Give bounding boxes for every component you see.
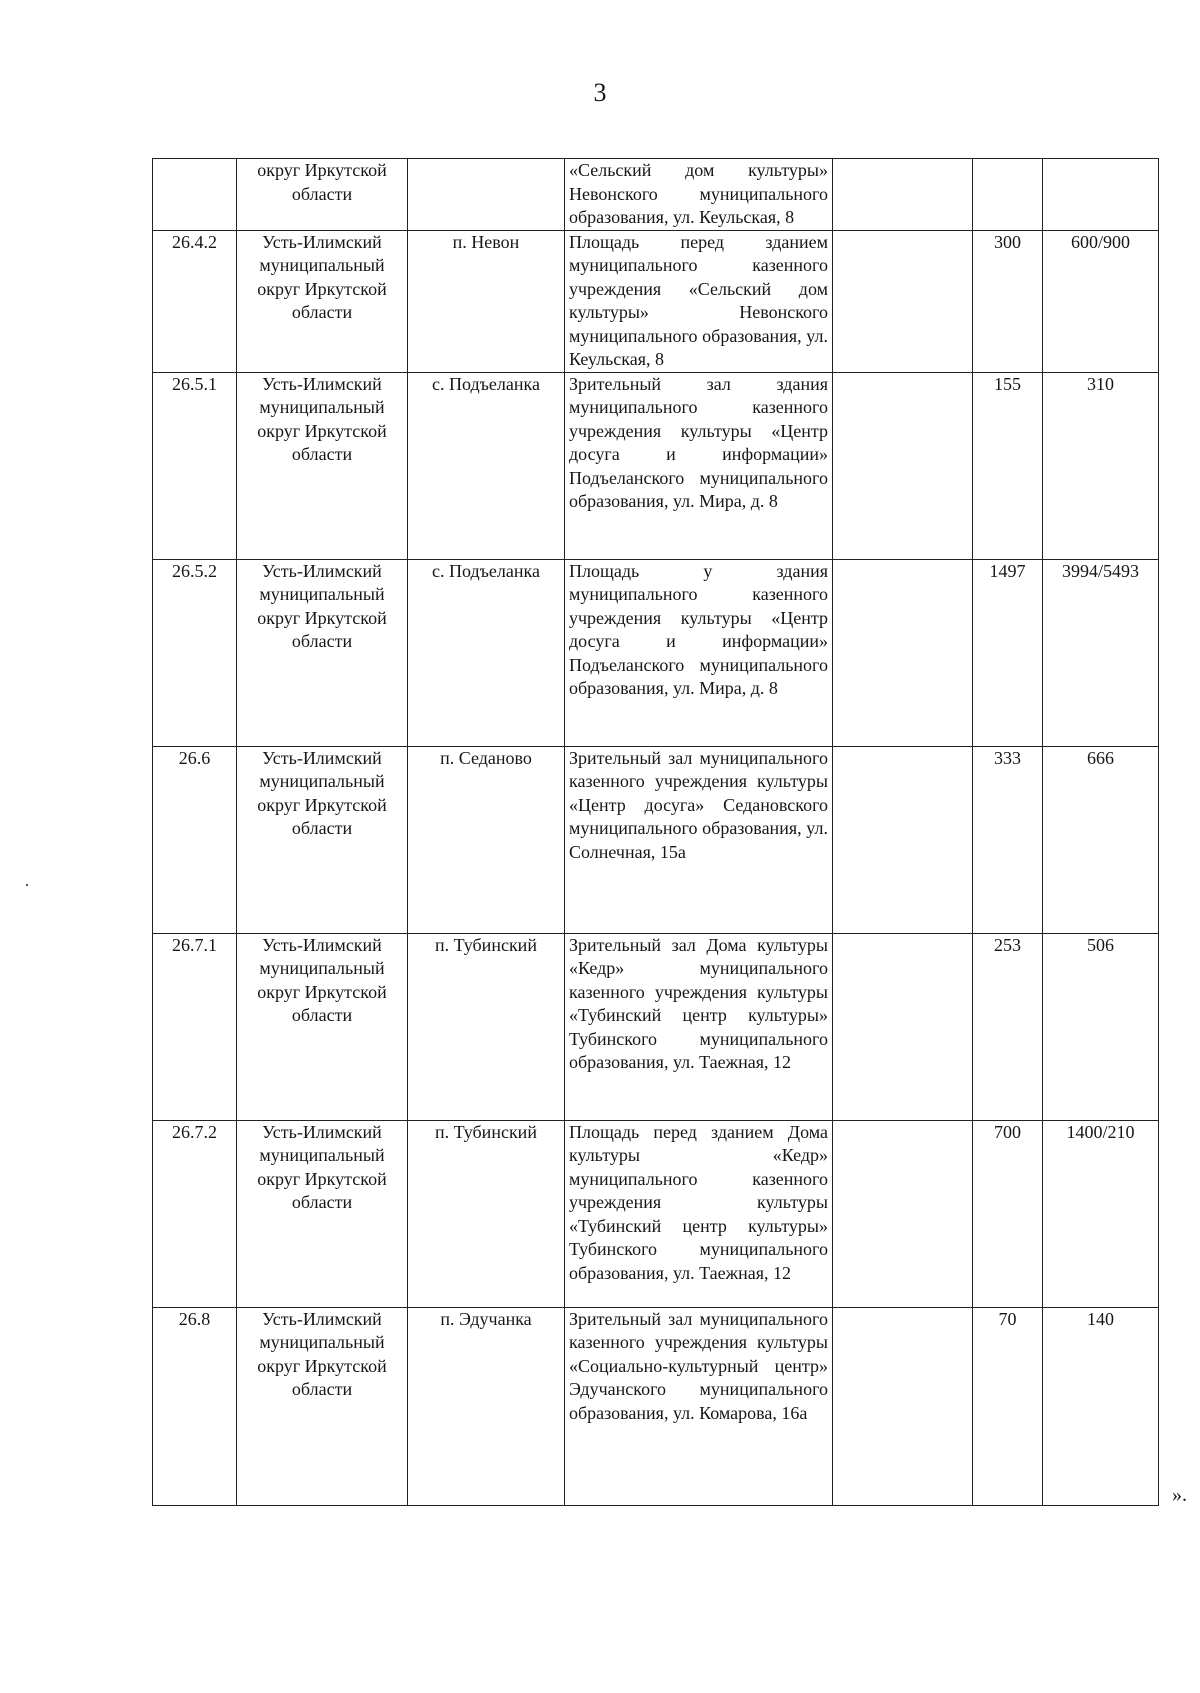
- venue-cell: Зрительный зал здания муниципального казенного учреждения культуры «Центр досуга и информации» Подъеланского муниципального образования, ул. Мира, д. 8: [565, 372, 833, 559]
- empty-cell: [833, 746, 973, 933]
- table-row: [153, 230, 1159, 372]
- table-row: [153, 372, 1159, 559]
- row-number: 26.5.1: [153, 372, 237, 559]
- empty-cell: [833, 1120, 973, 1307]
- table-row: [153, 933, 1159, 1120]
- empty-cell: [833, 1307, 973, 1505]
- row-number: 26.8: [153, 1307, 237, 1505]
- venue-cell: Зрительный зал муниципального казенного учреждения культуры «Центр досуга» Седановского муниципального образования, ул. Солнечная, 15а: [565, 746, 833, 933]
- table-row: [153, 1307, 1159, 1505]
- capacity-cell: 1497: [973, 559, 1043, 746]
- margin-speck: [26, 884, 28, 886]
- venue-cell: Площадь перед зданием муниципального казенного учреждения «Сельский дом культуры» Невонского муниципального образования, ул. Кеульская, 8: [565, 230, 833, 372]
- settlement-cell: с. Подъеланка: [408, 372, 565, 559]
- capacity-cell: 700: [973, 1120, 1043, 1307]
- settlement-cell: п. Седаново: [408, 746, 565, 933]
- district-cell: Усть-Илимский муниципальный округ Иркутской области: [237, 933, 408, 1120]
- total-cell: 600/900: [1043, 230, 1159, 372]
- district-cell: Усть-Илимский муниципальный округ Иркутской области: [237, 372, 408, 559]
- settlement-cell: п. Тубинский: [408, 1120, 565, 1307]
- district-cell: Усть-Илимский муниципальный округ Иркутской области: [237, 230, 408, 372]
- table-row: [153, 559, 1159, 746]
- settlement-cell: [408, 159, 565, 231]
- table-row: [153, 159, 1159, 231]
- venue-cell: Площадь перед зданием Дома культуры «Кедр» муниципального казенного учреждения культуры «Тубинский центр культуры» Тубинского муниципального образования, ул. Таежная, 12: [565, 1120, 833, 1307]
- venue-cell: «Сельский дом культуры» Невонского муниципального образования, ул. Кеульская, 8: [565, 159, 833, 231]
- table-row: [153, 746, 1159, 933]
- capacity-cell: 155: [973, 372, 1043, 559]
- row-number: 26.6: [153, 746, 237, 933]
- total-cell: 140: [1043, 1307, 1159, 1505]
- capacity-cell: 300: [973, 230, 1043, 372]
- empty-cell: [833, 559, 973, 746]
- capacity-cell: [973, 159, 1043, 231]
- empty-cell: [833, 933, 973, 1120]
- settlement-cell: п. Эдучанка: [408, 1307, 565, 1505]
- venue-cell: Зрительный зал Дома культуры «Кедр» муниципального казенного учреждения культуры «Тубинский центр культуры» Тубинского муниципального образования, ул. Таежная, 12: [565, 933, 833, 1120]
- capacity-cell: 253: [973, 933, 1043, 1120]
- row-number: [153, 159, 237, 231]
- venue-cell: Площадь у здания муниципального казенного учреждения культуры «Центр досуга и информации» Подъеланского муниципального образования, ул. Мира, д. 8: [565, 559, 833, 746]
- settlement-cell: п. Тубинский: [408, 933, 565, 1120]
- total-cell: 506: [1043, 933, 1159, 1120]
- district-cell: Усть-Илимский муниципальный округ Иркутской области: [237, 1307, 408, 1505]
- empty-cell: [833, 159, 973, 231]
- district-cell: Усть-Илимский муниципальный округ Иркутской области: [237, 559, 408, 746]
- page-number: 3: [593, 78, 607, 107]
- capacity-cell: 333: [973, 746, 1043, 933]
- total-cell: [1043, 159, 1159, 231]
- row-number: 26.4.2: [153, 230, 237, 372]
- capacity-cell: 70: [973, 1307, 1043, 1505]
- total-cell: 310: [1043, 372, 1159, 559]
- total-cell: 3994/5493: [1043, 559, 1159, 746]
- total-cell: 666: [1043, 746, 1159, 933]
- district-cell: округ Иркутской области: [237, 159, 408, 231]
- empty-cell: [833, 372, 973, 559]
- row-number: 26.5.2: [153, 559, 237, 746]
- row-number: 26.7.2: [153, 1120, 237, 1307]
- row-number: 26.7.1: [153, 933, 237, 1120]
- closing-quote-mark: ».: [1172, 1484, 1187, 1506]
- total-cell: 1400/210: [1043, 1120, 1159, 1307]
- district-cell: Усть-Илимский муниципальный округ Иркутской области: [237, 1120, 408, 1307]
- settlement-cell: п. Невон: [408, 230, 565, 372]
- district-cell: Усть-Илимский муниципальный округ Иркутской области: [237, 746, 408, 933]
- table-row: [153, 1120, 1159, 1307]
- empty-cell: [833, 230, 973, 372]
- venue-cell: Зрительный зал муниципального казенного учреждения культуры «Социально-культурный центр» Эдучанского муниципального образования, ул. Комарова, 16а: [565, 1307, 833, 1505]
- venues-table: [152, 158, 1159, 1506]
- settlement-cell: с. Подъеланка: [408, 559, 565, 746]
